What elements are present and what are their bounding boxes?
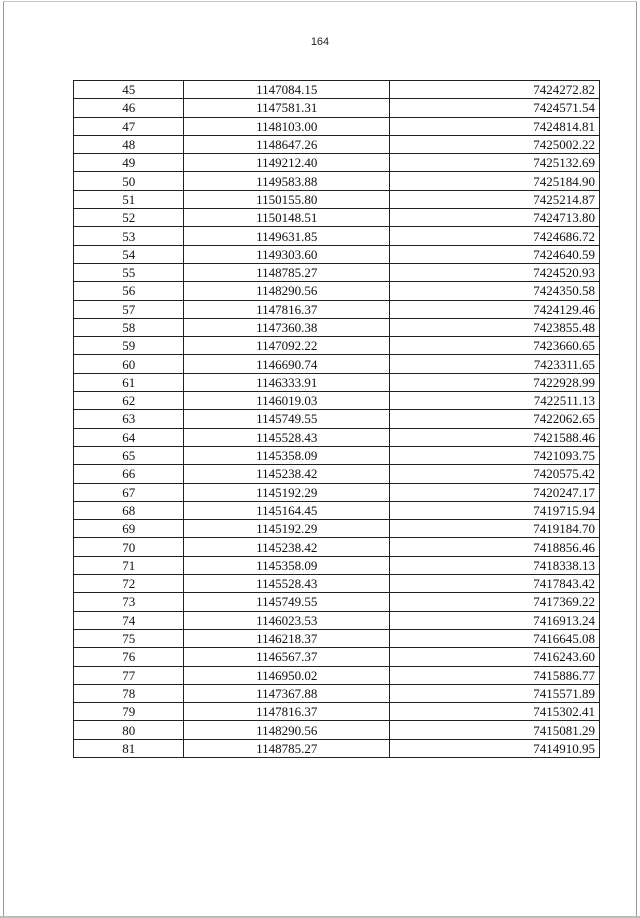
table-row [74, 483, 600, 501]
point-number-cell: 66 [74, 465, 184, 483]
y-coordinate-cell: 7423855.48 [390, 318, 600, 336]
point-number-cell: 47 [74, 117, 184, 135]
point-number-cell: 53 [74, 227, 184, 245]
table-row [74, 703, 600, 721]
table-row [74, 373, 600, 391]
y-coordinate-cell: 7422511.13 [390, 392, 600, 410]
table-row [74, 648, 600, 666]
table-row [74, 684, 600, 702]
y-coordinate-cell: 7424686.72 [390, 227, 600, 245]
coordinates-table-body [74, 81, 600, 758]
table-row [74, 99, 600, 117]
table-row [74, 227, 600, 245]
table-row [74, 629, 600, 647]
y-coordinate-cell: 7424129.46 [390, 300, 600, 318]
x-coordinate-cell: 1145749.55 [184, 593, 390, 611]
page-number: 164 [310, 36, 330, 48]
x-coordinate-cell: 1145238.42 [184, 538, 390, 556]
table-row [74, 190, 600, 208]
point-number-cell: 48 [74, 135, 184, 153]
table-row [74, 611, 600, 629]
point-number-cell: 46 [74, 99, 184, 117]
y-coordinate-cell: 7416243.60 [390, 648, 600, 666]
y-coordinate-cell: 7422062.65 [390, 410, 600, 428]
y-coordinate-cell: 7421588.46 [390, 428, 600, 446]
y-coordinate-cell: 7424272.82 [390, 81, 600, 99]
table-row [74, 538, 600, 556]
y-coordinate-cell: 7425002.22 [390, 135, 600, 153]
point-number-cell: 61 [74, 373, 184, 391]
table-row [74, 556, 600, 574]
y-coordinate-cell: 7419184.70 [390, 520, 600, 538]
table-row [74, 465, 600, 483]
point-number-cell: 69 [74, 520, 184, 538]
point-number-cell: 74 [74, 611, 184, 629]
x-coordinate-cell: 1147367.88 [184, 684, 390, 702]
y-coordinate-cell: 7418856.46 [390, 538, 600, 556]
x-coordinate-cell: 1146333.91 [184, 373, 390, 391]
point-number-cell: 79 [74, 703, 184, 721]
x-coordinate-cell: 1145528.43 [184, 428, 390, 446]
y-coordinate-cell: 7416913.24 [390, 611, 600, 629]
y-coordinate-cell: 7425214.87 [390, 190, 600, 208]
x-coordinate-cell: 1150155.80 [184, 190, 390, 208]
point-number-cell: 45 [74, 81, 184, 99]
point-number-cell: 55 [74, 263, 184, 281]
point-number-cell: 56 [74, 282, 184, 300]
table-row [74, 428, 600, 446]
table-row [74, 337, 600, 355]
y-coordinate-cell: 7414910.95 [390, 739, 600, 757]
x-coordinate-cell: 1148647.26 [184, 135, 390, 153]
y-coordinate-cell: 7422928.99 [390, 373, 600, 391]
x-coordinate-cell: 1146218.37 [184, 629, 390, 647]
point-number-cell: 50 [74, 172, 184, 190]
y-coordinate-cell: 7424640.59 [390, 245, 600, 263]
table-row [74, 300, 600, 318]
x-coordinate-cell: 1147092.22 [184, 337, 390, 355]
y-coordinate-cell: 7419715.94 [390, 501, 600, 519]
y-coordinate-cell: 7415886.77 [390, 666, 600, 684]
x-coordinate-cell: 1148103.00 [184, 117, 390, 135]
y-coordinate-cell: 7415302.41 [390, 703, 600, 721]
point-number-cell: 58 [74, 318, 184, 336]
x-coordinate-cell: 1145528.43 [184, 575, 390, 593]
point-number-cell: 72 [74, 575, 184, 593]
y-coordinate-cell: 7418338.13 [390, 556, 600, 574]
y-coordinate-cell: 7423660.65 [390, 337, 600, 355]
table-row [74, 520, 600, 538]
y-coordinate-cell: 7424350.58 [390, 282, 600, 300]
y-coordinate-cell: 7420247.17 [390, 483, 600, 501]
x-coordinate-cell: 1148290.56 [184, 282, 390, 300]
table-row [74, 446, 600, 464]
y-coordinate-cell: 7424571.54 [390, 99, 600, 117]
point-number-cell: 51 [74, 190, 184, 208]
x-coordinate-cell: 1145164.45 [184, 501, 390, 519]
y-coordinate-cell: 7424520.93 [390, 263, 600, 281]
point-number-cell: 59 [74, 337, 184, 355]
y-coordinate-cell: 7415081.29 [390, 721, 600, 739]
x-coordinate-cell: 1145192.29 [184, 520, 390, 538]
y-coordinate-cell: 7415571.89 [390, 684, 600, 702]
x-coordinate-cell: 1147816.37 [184, 703, 390, 721]
point-number-cell: 64 [74, 428, 184, 446]
x-coordinate-cell: 1147360.38 [184, 318, 390, 336]
table-row [74, 135, 600, 153]
x-coordinate-cell: 1146690.74 [184, 355, 390, 373]
x-coordinate-cell: 1149212.40 [184, 154, 390, 172]
x-coordinate-cell: 1146019.03 [184, 392, 390, 410]
table-row [74, 501, 600, 519]
point-number-cell: 73 [74, 593, 184, 611]
table-row [74, 154, 600, 172]
point-number-cell: 77 [74, 666, 184, 684]
point-number-cell: 65 [74, 446, 184, 464]
x-coordinate-cell: 1147581.31 [184, 99, 390, 117]
y-coordinate-cell: 7416645.08 [390, 629, 600, 647]
table-row [74, 410, 600, 428]
table-row [74, 721, 600, 739]
y-coordinate-cell: 7417843.42 [390, 575, 600, 593]
table-row [74, 172, 600, 190]
point-number-cell: 76 [74, 648, 184, 666]
coordinates-table [73, 80, 600, 758]
table-row [74, 593, 600, 611]
point-number-cell: 54 [74, 245, 184, 263]
x-coordinate-cell: 1149583.88 [184, 172, 390, 190]
x-coordinate-cell: 1145358.09 [184, 446, 390, 464]
table-row [74, 81, 600, 99]
y-coordinate-cell: 7420575.42 [390, 465, 600, 483]
x-coordinate-cell: 1146950.02 [184, 666, 390, 684]
point-number-cell: 78 [74, 684, 184, 702]
point-number-cell: 81 [74, 739, 184, 757]
table-row [74, 245, 600, 263]
y-coordinate-cell: 7424713.80 [390, 209, 600, 227]
x-coordinate-cell: 1146567.37 [184, 648, 390, 666]
y-coordinate-cell: 7425132.69 [390, 154, 600, 172]
point-number-cell: 80 [74, 721, 184, 739]
point-number-cell: 49 [74, 154, 184, 172]
table-row [74, 117, 600, 135]
table-row [74, 318, 600, 336]
x-coordinate-cell: 1148290.56 [184, 721, 390, 739]
x-coordinate-cell: 1145238.42 [184, 465, 390, 483]
x-coordinate-cell: 1147084.15 [184, 81, 390, 99]
point-number-cell: 52 [74, 209, 184, 227]
x-coordinate-cell: 1145749.55 [184, 410, 390, 428]
x-coordinate-cell: 1146023.53 [184, 611, 390, 629]
table-row [74, 666, 600, 684]
x-coordinate-cell: 1149303.60 [184, 245, 390, 263]
point-number-cell: 57 [74, 300, 184, 318]
table-row [74, 392, 600, 410]
point-number-cell: 71 [74, 556, 184, 574]
y-coordinate-cell: 7423311.65 [390, 355, 600, 373]
x-coordinate-cell: 1148785.27 [184, 739, 390, 757]
point-number-cell: 67 [74, 483, 184, 501]
x-coordinate-cell: 1147816.37 [184, 300, 390, 318]
point-number-cell: 68 [74, 501, 184, 519]
x-coordinate-cell: 1145192.29 [184, 483, 390, 501]
table-row [74, 739, 600, 757]
x-coordinate-cell: 1148785.27 [184, 263, 390, 281]
x-coordinate-cell: 1150148.51 [184, 209, 390, 227]
y-coordinate-cell: 7425184.90 [390, 172, 600, 190]
x-coordinate-cell: 1149631.85 [184, 227, 390, 245]
x-coordinate-cell: 1145358.09 [184, 556, 390, 574]
table-row [74, 209, 600, 227]
point-number-cell: 62 [74, 392, 184, 410]
table-row [74, 282, 600, 300]
table-row [74, 263, 600, 281]
y-coordinate-cell: 7421093.75 [390, 446, 600, 464]
point-number-cell: 63 [74, 410, 184, 428]
table-row [74, 575, 600, 593]
y-coordinate-cell: 7424814.81 [390, 117, 600, 135]
point-number-cell: 70 [74, 538, 184, 556]
point-number-cell: 60 [74, 355, 184, 373]
point-number-cell: 75 [74, 629, 184, 647]
table-row [74, 355, 600, 373]
y-coordinate-cell: 7417369.22 [390, 593, 600, 611]
